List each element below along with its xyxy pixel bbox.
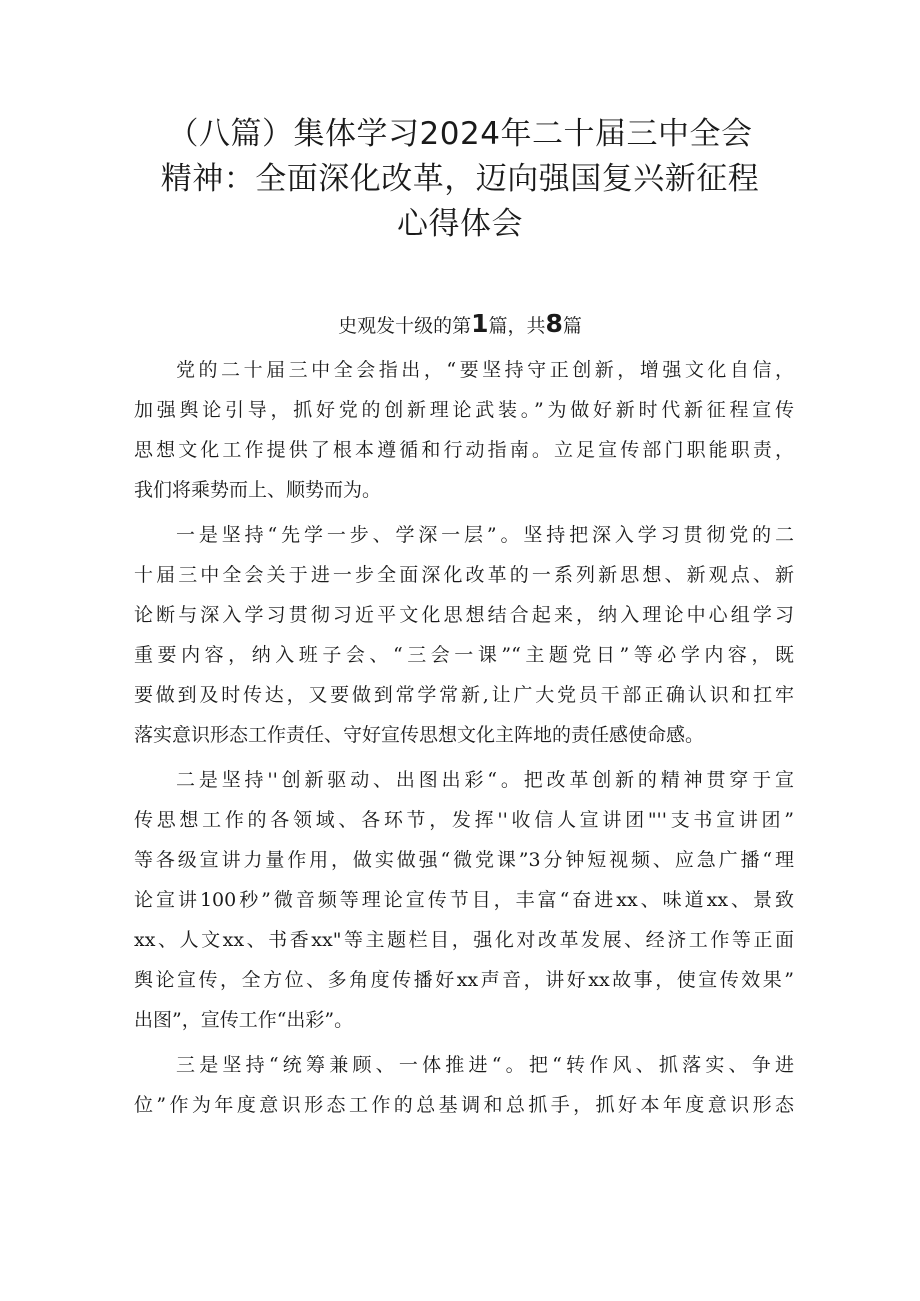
- paragraph-line: 传思想工作的各领域、各环节，发挥''收信人宣讲团"''支书宣讲团”: [134, 809, 794, 831]
- paragraph-line: 出图”，宣传工作“出彩”。: [134, 1009, 354, 1031]
- paragraph-line: 等各级宣讲力量作用，做实做强“微党课”3分钟短视频、应急广播“理: [134, 849, 794, 871]
- subtitle-middle: 篇，共: [488, 315, 546, 337]
- document-title: [110, 112, 810, 247]
- title-line: （八篇）集体学习2024年二十届三中全会: [167, 116, 753, 152]
- paragraph-line: 位”作为年度意识形态工作的总基调和总抓手，抓好本年度意识形态: [134, 1094, 794, 1116]
- title-line: 精神：全面深化改革，迈向强国复兴新征程: [160, 161, 760, 197]
- paragraph-line: 论宣讲100秒”微音频等理论宣传节目，丰富“奋进xx、味道xx、景致: [134, 889, 794, 911]
- paragraph-line: 一是坚持“先学一步、学深一层”。坚持把深入学习贯彻党的二: [176, 524, 794, 546]
- subtitle-total-number: 8: [545, 309, 563, 338]
- subtitle-prefix: 史观发十级的第: [338, 315, 472, 337]
- paragraph-line: 三是坚持“统筹兼顾、一体推进“。把“转作风、抓落实、争进: [176, 1054, 794, 1076]
- subtitle-suffix: 篇: [562, 315, 582, 337]
- paragraph-line: 落实意识形态工作责任、守好宣传思想文化主阵地的责任感使命感。: [134, 724, 705, 746]
- document-subtitle: [110, 304, 810, 346]
- paragraph-line: 要做到及时传达，又要做到常学常新,让广大党员干部正确认识和扛牢: [134, 684, 794, 706]
- paragraph-line: 党的二十届三中全会指出，“要坚持守正创新，增强文化自信，: [176, 359, 794, 381]
- paragraph-line: 重要内容，纳入班子会、“三会一课”“主题党日”等必学内容，既: [134, 644, 794, 666]
- document-body: [134, 350, 794, 1130]
- title-line: 心得体会: [397, 206, 523, 242]
- subtitle-current-number: 1: [471, 309, 489, 338]
- paragraph-line: 我们将乘势而上、顺势而为。: [134, 479, 382, 501]
- paragraph-intro: [134, 350, 794, 510]
- paragraph-line: 二是坚持''创新驱动、出图出彩“。把改革创新的精神贯穿于宣: [176, 769, 794, 791]
- paragraph-line: 思想文化工作提供了根本遵循和行动指南。立足宣传部门职能职责，: [134, 439, 794, 461]
- paragraph-line: 加强舆论引导，抓好党的创新理论武装。”为做好新时代新征程宣传: [134, 399, 794, 421]
- paragraph-point-one: [134, 515, 794, 755]
- paragraph-line: 舆论宣传，全方位、多角度传播好xx声音，讲好xx故事，使宣传效果”: [134, 969, 794, 991]
- paragraph-line: xx、人文xx、书香xx"等主题栏目，强化对改革发展、经济工作等正面: [134, 929, 794, 951]
- paragraph-point-two: [134, 760, 794, 1040]
- paragraph-line: 十届三中全会关于进一步全面深化改革的一系列新思想、新观点、新: [134, 564, 794, 586]
- paragraph-point-three: [134, 1045, 794, 1125]
- paragraph-line: 论断与深入学习贯彻习近平文化思想结合起来，纳入理论中心组学习: [134, 604, 794, 626]
